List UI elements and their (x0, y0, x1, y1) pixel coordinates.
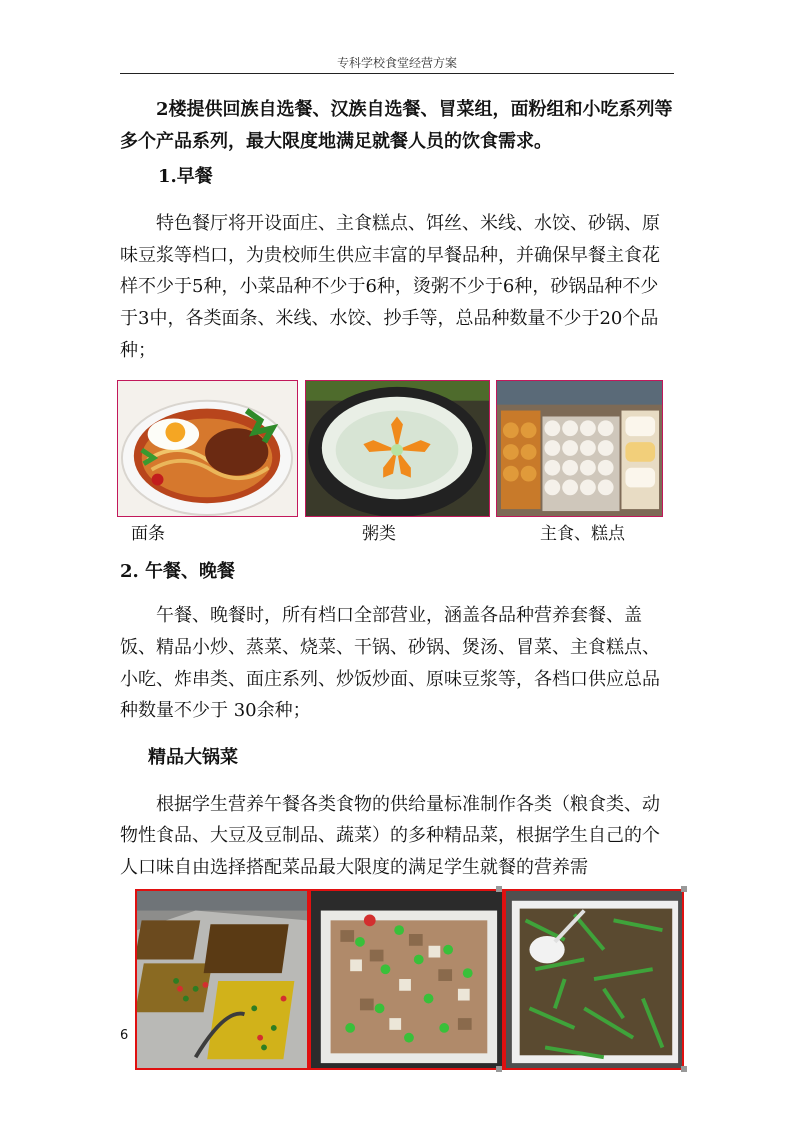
selection-handle (496, 1066, 502, 1072)
selection-handle (681, 886, 687, 892)
buffet-trays-photo (135, 889, 309, 1070)
breakfast-heading: 1.早餐 (158, 166, 213, 187)
noodles-photo (117, 380, 298, 517)
selection-handle (681, 1066, 687, 1072)
caption-noodles: 面条 (131, 524, 165, 544)
bigpot-paragraph: 根据学生营养午餐各类食物的供给量标准制作各类（粮食类、动物性食品、大豆及豆制品、蔬菜）的多种精品菜，根据学生自己的个人口味自由选择搭配菜品最大限度的满足学生就餐的营养需 (120, 794, 660, 878)
intro-paragraph: 2楼提供回族自选餐、汉族自选餐、冒菜组，面粉组和小吃系列等多个产品系列，最大限度地满足就餐人员的饮食需求。 (120, 99, 673, 152)
selection-handle (496, 886, 502, 892)
porridge-photo (305, 380, 490, 517)
header-rule (120, 73, 674, 74)
breakfast-paragraph: 特色餐厅将开设面庄、主食糕点、饵丝、米线、水饺、砂锅、原味豆浆等档口，为贵校师生供应丰富的早餐品种，并确保早餐主食花样不少于5种，小菜品种不少于6种，烫粥不少于6种，砂锅品种不少于3中，各类面条、米线、水饺、抄手等，总品种数量不少于20个品种； (120, 213, 660, 361)
bigpot-heading: 精品大锅菜 (148, 747, 238, 768)
diced-meat-photo (309, 889, 504, 1070)
green-pepper-stirfry-photo (504, 889, 684, 1070)
caption-porridge: 粥类 (362, 524, 396, 544)
pastries-photo (496, 380, 663, 517)
lunch-paragraph: 午餐、晚餐时，所有档口全部营业，涵盖各品种营养套餐、盖饭、精品小炒、蒸菜、烧菜、干锅、砂锅、煲汤、冒菜、主食糕点、小吃、炸串类、面庄系列、炒饭炒面、原味豆浆等，各档口供应总品种数量不少于 30余种； (120, 605, 660, 722)
page-number: 6 (120, 1028, 129, 1043)
lunch-heading: 2. 午餐、晚餐 (120, 561, 236, 582)
caption-pastries: 主食、糕点 (540, 524, 625, 544)
running-header: 专科学校食堂经营方案 (336, 56, 457, 70)
